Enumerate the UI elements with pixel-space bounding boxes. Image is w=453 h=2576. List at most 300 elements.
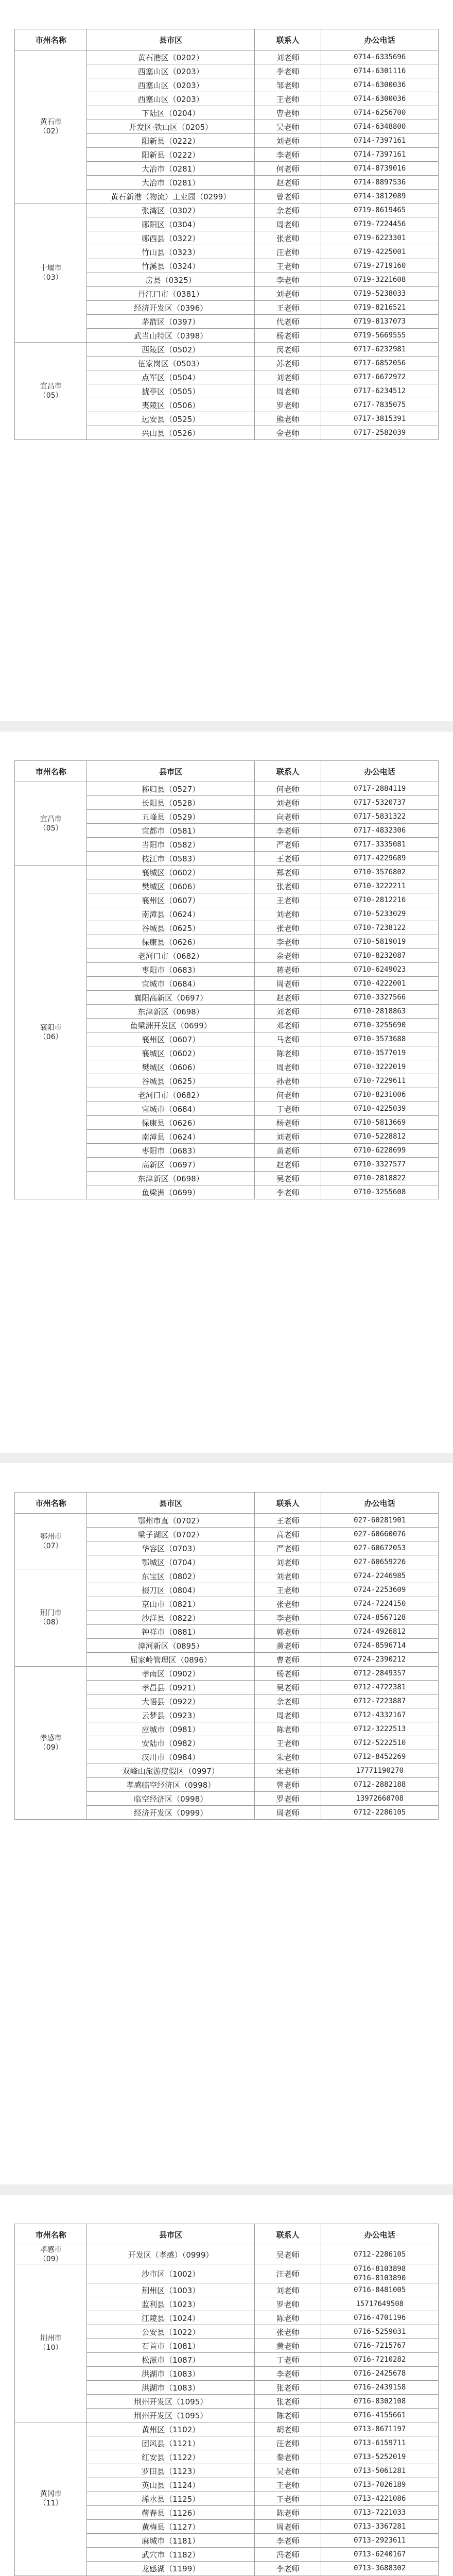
- district-cell: 黄石新港（物流）工业园（0299）: [87, 190, 254, 204]
- phone-cell: 027-60281901: [321, 1514, 439, 1528]
- district-cell: 黄梅县（1127）: [87, 2520, 254, 2534]
- header-phone: 办公电话: [321, 1493, 439, 1514]
- district-cell: 孝南区（0902）: [87, 1667, 254, 1681]
- district-cell: 樊城区（0606）: [87, 879, 254, 893]
- contact-cell: 郑老师: [254, 866, 321, 879]
- table-header-row: [15, 2224, 439, 2245]
- district-cell: 襄城区（0602）: [87, 1046, 254, 1060]
- district-cell: 竹溪县（0324）: [87, 259, 254, 273]
- district-cell: 浠水县（1125）: [87, 2492, 254, 2506]
- phone-cell: 0710-3573688: [321, 1032, 439, 1046]
- header-contact: 联系人: [254, 29, 321, 50]
- contact-cell: 王老师: [254, 852, 321, 866]
- city-cell: 孝感市 （09）: [15, 2245, 87, 2264]
- district-cell: 大冶市（0281）: [87, 162, 254, 176]
- contact-cell: 刘老师: [254, 2283, 321, 2297]
- contact-cell: 马老师: [254, 1032, 321, 1046]
- district-cell: 团风县（1121）: [87, 2436, 254, 2450]
- district-cell: 开发区·铁山区（0205）: [87, 120, 254, 134]
- phone-cell: 0716-8481005: [321, 2283, 439, 2297]
- district-cell: 大冶市（0281）: [87, 176, 254, 190]
- phone-cell: 0710-3255690: [321, 1019, 439, 1032]
- district-cell: 保康县（0626）: [87, 935, 254, 949]
- contact-cell: 刘老师: [254, 1005, 321, 1019]
- city-cell: 十堰市 （03）: [15, 204, 87, 343]
- page-2: [0, 732, 453, 1453]
- contact-cell: 向老师: [254, 810, 321, 824]
- district-cell: 襄州区（0607）: [87, 893, 254, 907]
- phone-cell: 0717-6232981: [321, 343, 439, 357]
- district-cell: 西塞山区（0203）: [87, 78, 254, 92]
- district-cell: 漳河新区（0895）: [87, 1639, 254, 1653]
- page-1: [0, 0, 453, 721]
- header-district: 县市区: [87, 29, 254, 50]
- phone-cell: 0710-5813669: [321, 1116, 439, 1130]
- phone-cell: 0710-2812216: [321, 893, 439, 907]
- phone-cell: 0710-3327566: [321, 991, 439, 1005]
- district-cell: 麻城市（1181）: [87, 2534, 254, 2548]
- contact-cell: 赵老师: [254, 1158, 321, 1172]
- district-cell: 谷城县（0625）: [87, 1074, 254, 1088]
- phone-cell: 0717-2582039: [321, 426, 439, 440]
- contact-cell: 吴老师: [254, 2464, 321, 2478]
- contact-table: [14, 29, 439, 440]
- contact-cell: 余老师: [254, 949, 321, 963]
- contact-cell: 张老师: [254, 2395, 321, 2409]
- contact-cell: 刘老师: [254, 1130, 321, 1144]
- district-cell: 东津新区（0698）: [87, 1005, 254, 1019]
- phone-cell: 0712-8452269: [321, 1750, 439, 1764]
- phone-cell: 0713-6159711: [321, 2436, 439, 2450]
- contact-cell: 刘老师: [254, 907, 321, 921]
- phone-cell: 0713-5252019: [321, 2450, 439, 2464]
- district-cell: 开发区（孝感）（0999）: [87, 2245, 254, 2264]
- district-cell: 孝昌县（0921）: [87, 1681, 254, 1694]
- phone-cell: 0717-6672972: [321, 370, 439, 384]
- contact-cell: 王老师: [254, 301, 321, 315]
- district-cell: 罗田县（1123）: [87, 2464, 254, 2478]
- city-cell: 襄阳市 （06）: [15, 866, 87, 1199]
- contact-cell: 刘老师: [254, 134, 321, 148]
- district-cell: 屈家岭管理区（0896）: [87, 1653, 254, 1667]
- contact-cell: 曹老师: [254, 1653, 321, 1667]
- district-cell: 宜城市（0684）: [87, 1102, 254, 1116]
- phone-cell: 027-60660076: [321, 1528, 439, 1541]
- phone-cell: 0724-8596714: [321, 1639, 439, 1653]
- phone-cell: 0714-3812089: [321, 190, 439, 204]
- phone-cell: 0710-7238122: [321, 921, 439, 935]
- contact-cell: 陈老师: [254, 2506, 321, 2520]
- contact-cell: 王老师: [254, 259, 321, 273]
- page-4: [0, 2195, 453, 2576]
- contact-cell: 丁老师: [254, 2353, 321, 2367]
- district-cell: 夷陵区（0506）: [87, 398, 254, 412]
- district-cell: 长阳县（0528）: [87, 796, 254, 810]
- phone-cell: 0717-3815391: [321, 412, 439, 426]
- phone-cell: 0713-6240167: [321, 2548, 439, 2562]
- contact-cell: 刘老师: [254, 50, 321, 64]
- phone-cell: 0716-8302108: [321, 2395, 439, 2409]
- contact-cell: 赵老师: [254, 991, 321, 1005]
- phone-cell: 0717-7835075: [321, 398, 439, 412]
- phone-cell: 0719-5669555: [321, 329, 439, 343]
- table-row: [15, 1569, 439, 1583]
- phone-cell: 0712-2286105: [321, 1806, 439, 1820]
- phone-cell: 0717-5831322: [321, 810, 439, 824]
- phone-cell: 0713-3367281: [321, 2520, 439, 2534]
- phone-cell: 15717649508: [321, 2297, 439, 2311]
- phone-cell: 0710-8232087: [321, 949, 439, 963]
- phone-cell: 0714-6300036: [321, 92, 439, 106]
- phone-cell: 0719-2719160: [321, 259, 439, 273]
- phone-cell: 0712-4332167: [321, 1708, 439, 1722]
- phone-cell: 0710-3576802: [321, 866, 439, 879]
- district-cell: 西陵区（0502）: [87, 343, 254, 357]
- district-cell: 江陵县（1024）: [87, 2311, 254, 2325]
- phone-cell: 0712-2286105: [321, 2245, 439, 2264]
- district-cell: 洪湖市（1083）: [87, 2367, 254, 2381]
- district-cell: 伍家岗区（0503）: [87, 357, 254, 370]
- district-cell: 老河口市（0682）: [87, 1088, 254, 1102]
- contact-cell: 苏老师: [254, 357, 321, 370]
- contact-cell: 吴老师: [254, 1172, 321, 1185]
- district-cell: 东宝区（0802）: [87, 1569, 254, 1583]
- contact-cell: 张老师: [254, 2381, 321, 2395]
- district-cell: 樊城区（0606）: [87, 1060, 254, 1074]
- contact-cell: 邓老师: [254, 1019, 321, 1032]
- contact-cell: 秦老师: [254, 2450, 321, 2464]
- contact-table: [14, 1492, 439, 1820]
- header-district: 县市区: [87, 761, 254, 782]
- district-cell: 襄城区（0602）: [87, 866, 254, 879]
- district-cell: 黄石港区（0202）: [87, 50, 254, 64]
- contact-cell: 金老师: [254, 426, 321, 440]
- phone-cell: 0716-2439158: [321, 2381, 439, 2395]
- header-city: 市州名称: [15, 761, 87, 782]
- page-3: [0, 1463, 453, 2184]
- district-cell: 南漳县（0624）: [87, 907, 254, 921]
- contact-table: [14, 760, 439, 1199]
- header-district: 县市区: [87, 1493, 254, 1514]
- phone-cell: 0717-3335081: [321, 838, 439, 852]
- phone-cell: 0710-2818863: [321, 1005, 439, 1019]
- phone-cell: 0719-3221608: [321, 273, 439, 287]
- phone-cell: 0717-6852056: [321, 357, 439, 370]
- city-cell: 宜昌市 （05）: [15, 343, 87, 440]
- district-cell: 英山县（1124）: [87, 2478, 254, 2492]
- contact-cell: 邹老师: [254, 78, 321, 92]
- table-row: [15, 50, 439, 64]
- district-cell: 掇刀区（0804）: [87, 1583, 254, 1597]
- district-cell: 荆州区（1003）: [87, 2283, 254, 2297]
- contact-cell: 曹老师: [254, 106, 321, 120]
- contact-cell: 何老师: [254, 1088, 321, 1102]
- contact-cell: 胡老师: [254, 2422, 321, 2436]
- table-header-row: [15, 29, 439, 50]
- phone-cell: 0713-8671197: [321, 2422, 439, 2436]
- phone-cell: 0719-5238033: [321, 287, 439, 301]
- phone-cell: 0714-8739016: [321, 162, 439, 176]
- contact-cell: 周老师: [254, 1708, 321, 1722]
- phone-cell: 0714-6256700: [321, 106, 439, 120]
- table-row: [15, 204, 439, 217]
- phone-cell: 0710-6228699: [321, 1144, 439, 1158]
- phone-cell: 0710-2818822: [321, 1172, 439, 1185]
- contact-cell: 周老师: [254, 1806, 321, 1820]
- phone-cell: 027-60672053: [321, 1541, 439, 1555]
- contact-cell: 曾老师: [254, 1778, 321, 1792]
- phone-cell: 0719-8619465: [321, 204, 439, 217]
- district-cell: 谷城县（0625）: [87, 921, 254, 935]
- contact-cell: 刘老师: [254, 1569, 321, 1583]
- phone-cell: 0714-7397161: [321, 134, 439, 148]
- contact-cell: 李老师: [254, 273, 321, 287]
- phone-cell: 0719-6223301: [321, 231, 439, 245]
- contact-cell: 周老师: [254, 977, 321, 991]
- district-cell: 鄂城区（0704）: [87, 1555, 254, 1569]
- district-cell: 襄州区（0607）: [87, 1032, 254, 1046]
- phone-cell: 0719-8137073: [321, 315, 439, 329]
- header-district: 县市区: [87, 2224, 254, 2245]
- table-row: [15, 343, 439, 357]
- header-contact: 联系人: [254, 761, 321, 782]
- page-separator: [0, 721, 453, 732]
- district-cell: 高新区（0697）: [87, 1158, 254, 1172]
- table-header-row: [15, 1493, 439, 1514]
- contact-cell: 汪老师: [254, 2264, 321, 2283]
- header-phone: 办公电话: [321, 761, 439, 782]
- phone-cell: 0710-3577019: [321, 1046, 439, 1060]
- contact-cell: 李老师: [254, 1611, 321, 1625]
- district-cell: 鄂州市直（0702）: [87, 1514, 254, 1528]
- phone-cell: 0712-5222510: [321, 1736, 439, 1750]
- phone-cell: 0710-3327577: [321, 1158, 439, 1172]
- phone-cell: 0717-2884119: [321, 782, 439, 796]
- district-cell: 当阳市（0582）: [87, 838, 254, 852]
- contact-cell: 何老师: [254, 162, 321, 176]
- district-cell: 兴山县（0526）: [87, 426, 254, 440]
- district-cell: 下陆区（0204）: [87, 106, 254, 120]
- phone-cell: 0714-6301116: [321, 64, 439, 78]
- district-cell: 京山市（0821）: [87, 1597, 254, 1611]
- contact-cell: 吴老师: [254, 120, 321, 134]
- phone-cell: 0710-4225039: [321, 1102, 439, 1116]
- phone-cell: 0716-4701196: [321, 2311, 439, 2325]
- phone-cell: 0713-5061281: [321, 2464, 439, 2478]
- table-row: [15, 1514, 439, 1528]
- page-separator: [0, 1453, 453, 1463]
- district-cell: 点军区（0504）: [87, 370, 254, 384]
- district-cell: 沙洋县（0822）: [87, 1611, 254, 1625]
- phone-cell: 0710-6249023: [321, 963, 439, 977]
- district-cell: 公安县（1022）: [87, 2325, 254, 2339]
- district-cell: 竹山县（0323）: [87, 245, 254, 259]
- contact-cell: 张老师: [254, 921, 321, 935]
- district-cell: 丹江口市（0381）: [87, 287, 254, 301]
- district-cell: 荆州开发区（1095）: [87, 2409, 254, 2422]
- district-cell: 红安县（1122）: [87, 2450, 254, 2464]
- table-row: [15, 866, 439, 879]
- phone-cell: 17771190270: [321, 1764, 439, 1778]
- district-cell: 茅箭区（0397）: [87, 315, 254, 329]
- contact-cell: 李老师: [254, 824, 321, 838]
- contact-cell: 张老师: [254, 2325, 321, 2339]
- contact-cell: 周老师: [254, 217, 321, 231]
- contact-cell: 蒋老师: [254, 963, 321, 977]
- phone-cell: 0724-2253609: [321, 1583, 439, 1597]
- contact-cell: 李老师: [254, 2367, 321, 2381]
- contact-cell: 刘老师: [254, 796, 321, 810]
- district-cell: 猇亭区（0505）: [87, 384, 254, 398]
- district-cell: 宜城市（0684）: [87, 977, 254, 991]
- phone-cell: 0713-7221033: [321, 2506, 439, 2520]
- contact-cell: 杨老师: [254, 1667, 321, 1681]
- phone-cell: 0712-3222513: [321, 1722, 439, 1736]
- phone-cell: 0714-7397161: [321, 148, 439, 162]
- phone-cell: 0716-5259031: [321, 2325, 439, 2339]
- contact-cell: 张老师: [254, 879, 321, 893]
- contact-cell: 张老师: [254, 1597, 321, 1611]
- contact-cell: 王老师: [254, 2478, 321, 2492]
- contact-cell: 王老师: [254, 893, 321, 907]
- header-city: 市州名称: [15, 29, 87, 50]
- phone-cell: 0710-7229611: [321, 1074, 439, 1088]
- phone-cell: 0714-8897536: [321, 176, 439, 190]
- phone-cell: 0710-3222211: [321, 879, 439, 893]
- contact-cell: 周老师: [254, 2520, 321, 2534]
- contact-cell: 吴老师: [254, 1681, 321, 1694]
- header-contact: 联系人: [254, 2224, 321, 2245]
- district-cell: 五峰县（0529）: [87, 810, 254, 824]
- district-cell: 襄阳高新区（0697）: [87, 991, 254, 1005]
- district-cell: 枣阳市（0683）: [87, 1144, 254, 1158]
- district-cell: 监利县（1023）: [87, 2297, 254, 2311]
- district-cell: 沙市区（1002）: [87, 2264, 254, 2283]
- phone-cell: 0714-6300036: [321, 78, 439, 92]
- district-cell: 汉川市（0984）: [87, 1750, 254, 1764]
- city-cell: 黄石市 （02）: [15, 50, 87, 204]
- district-cell: 阳新县（0222）: [87, 134, 254, 148]
- contact-cell: 陈老师: [254, 1722, 321, 1736]
- district-cell: 郧西县（0322）: [87, 231, 254, 245]
- district-cell: 荆州开发区（1095）: [87, 2395, 254, 2409]
- table-row: [15, 2245, 439, 2264]
- district-cell: 蕲春县（1126）: [87, 2506, 254, 2520]
- district-cell: 华容区（0703）: [87, 1541, 254, 1555]
- contact-cell: 王老师: [254, 1514, 321, 1528]
- contact-cell: 黄老师: [254, 1639, 321, 1653]
- contact-cell: 周老师: [254, 384, 321, 398]
- header-phone: 办公电话: [321, 2224, 439, 2245]
- contact-cell: 黄老师: [254, 1144, 321, 1158]
- phone-cell: 0724-7224150: [321, 1597, 439, 1611]
- city-cell: 鄂州市 （07）: [15, 1514, 87, 1569]
- contact-cell: 宋老师: [254, 1764, 321, 1778]
- district-cell: 武当山特区（0398）: [87, 329, 254, 343]
- city-cell: 黄冈市 （11）: [15, 2422, 87, 2575]
- contact-cell: 汪老师: [254, 245, 321, 259]
- phone-cell: 0716-7210282: [321, 2353, 439, 2367]
- contact-cell: 刘老师: [254, 1555, 321, 1569]
- phone-cell: 0710-5819019: [321, 935, 439, 949]
- district-cell: 龙感湖（1199）: [87, 2562, 254, 2575]
- phone-cell: 0710-5228812: [321, 1130, 439, 1144]
- phone-cell: 0716-4155661: [321, 2409, 439, 2422]
- contact-cell: 闵老师: [254, 343, 321, 357]
- phone-cell: 0710-3222019: [321, 1060, 439, 1074]
- district-cell: 房县（0325）: [87, 273, 254, 287]
- district-cell: 南漳县（0624）: [87, 1130, 254, 1144]
- district-cell: 宜都市（0581）: [87, 824, 254, 838]
- phone-cell: 0712-7223887: [321, 1694, 439, 1708]
- phone-cell: 0712-2882188: [321, 1778, 439, 1792]
- contact-cell: 汪老师: [254, 2436, 321, 2450]
- contact-cell: 李老师: [254, 935, 321, 949]
- district-cell: 鱼梁洲开发区（0699）: [87, 1019, 254, 1032]
- phone-cell: 0717-4229689: [321, 852, 439, 866]
- contact-cell: 代老师: [254, 315, 321, 329]
- contact-cell: 李老师: [254, 148, 321, 162]
- contact-cell: 罗老师: [254, 1792, 321, 1806]
- phone-cell: 0710-4222001: [321, 977, 439, 991]
- header-phone: 办公电话: [321, 29, 439, 50]
- contact-cell: 王老师: [254, 1583, 321, 1597]
- district-cell: 钟祥市（0881）: [87, 1625, 254, 1639]
- district-cell: 云梦县（0923）: [87, 1708, 254, 1722]
- phone-cell: 0713-2923611: [321, 2534, 439, 2548]
- contact-cell: 李老师: [254, 2562, 321, 2575]
- district-cell: 洪湖市（1083）: [87, 2381, 254, 2395]
- city-cell: 荆门市 （08）: [15, 1569, 87, 1667]
- contact-cell: 曾老师: [254, 190, 321, 204]
- contact-table: [14, 2224, 439, 2576]
- phone-cell: 0713-7026189: [321, 2478, 439, 2492]
- city-cell: 荆州市 （10）: [15, 2264, 87, 2422]
- contact-cell: 王老师: [254, 1736, 321, 1750]
- contact-cell: 熊老师: [254, 412, 321, 426]
- phone-cell: 0719-8216521: [321, 301, 439, 315]
- table-row: [15, 782, 439, 796]
- contact-cell: 赵老师: [254, 176, 321, 190]
- contact-cell: 王老师: [254, 2492, 321, 2506]
- phone-cell: 0714-6348800: [321, 120, 439, 134]
- phone-cell: 0710-3255608: [321, 1185, 439, 1199]
- table-header-row: [15, 761, 439, 782]
- district-cell: 大悟县（0922）: [87, 1694, 254, 1708]
- district-cell: 武穴市（1182）: [87, 2548, 254, 2562]
- contact-cell: 罗老师: [254, 2297, 321, 2311]
- contact-cell: 高老师: [254, 1528, 321, 1541]
- contact-cell: 余老师: [254, 204, 321, 217]
- phone-cell: 13972660708: [321, 1792, 439, 1806]
- district-cell: 安陆市（0982）: [87, 1736, 254, 1750]
- header-contact: 联系人: [254, 1493, 321, 1514]
- contact-cell: 李老师: [254, 64, 321, 78]
- table-row: [15, 2264, 439, 2283]
- contact-cell: 黄老师: [254, 2339, 321, 2353]
- contact-cell: 冯老师: [254, 2548, 321, 2562]
- district-cell: 老河口市（0682）: [87, 949, 254, 963]
- phone-cell: 0713-3688302: [321, 2562, 439, 2575]
- district-cell: 保康县（0626）: [87, 1116, 254, 1130]
- phone-cell: 0714-6335696: [321, 50, 439, 64]
- contact-cell: 杨老师: [254, 329, 321, 343]
- phone-cell: 0712-4722381: [321, 1681, 439, 1694]
- phone-cell: 0710-5233029: [321, 907, 439, 921]
- phone-cell: 0724-2246985: [321, 1569, 439, 1583]
- contact-cell: 吴老师: [254, 2245, 321, 2264]
- contact-cell: 孙老师: [254, 1074, 321, 1088]
